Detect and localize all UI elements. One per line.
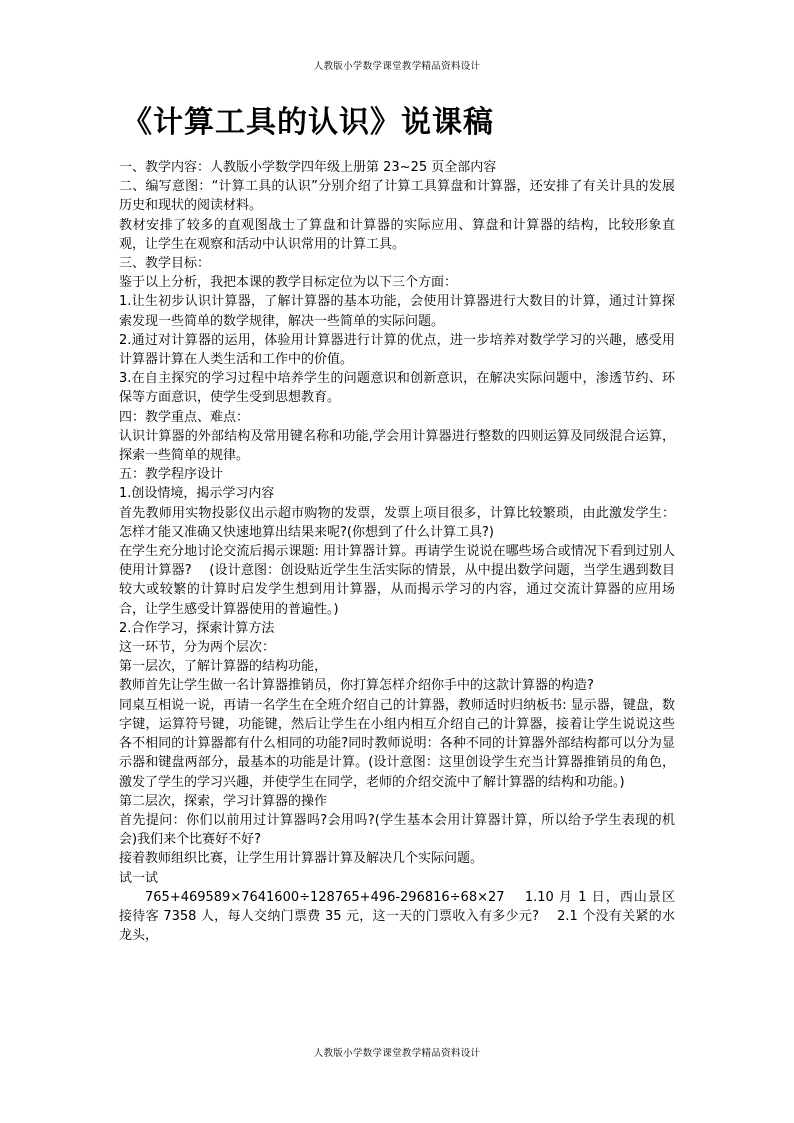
paragraph: 首先教师用实物投影仪出示超市购物的发票，发票上项目很多，计算比较繁琐，由此激发学生：怎样才能又准确又快速地算出结果来呢?(你想到了什么计算工具?) [119, 505, 675, 540]
exercise-problems: 765+469589×7641600÷128765+496-296816÷68×27 1.10 月 1 日，西山景区接待客 7358 人，每人交纳门票费 35 元，这一天的门票收入有多少元? 2.1 个没有关紧的水龙头， [119, 889, 675, 944]
paragraph: 在学生充分地讨论交流后揭示课题: 用计算器计算。再请学生说说在哪些场合或情况下看到过别人使用计算器? (设计意图：创设贴近学生生活实际的情景，从中提出数学问题，当学生遇到数目较大或较繁的计算时启发学生想到用计算器，从而揭示学习的内容，通过交流计算器的应用场合，让学生感受计算器使用的普遍性。) [119, 544, 675, 617]
step-heading-1: 1.创设情境，揭示学习内容 [119, 486, 275, 502]
document-body [119, 158, 675, 945]
paragraph: 第一层次，了解计算器的结构功能， [119, 659, 328, 675]
section-keypoints-heading: 四：教学重点、难点： [119, 409, 250, 425]
goal-item-2: 2.通过对计算器的运用，体验用计算器进行计算的优点，进一步培养对数学学习的兴趣，感受用计算器计算在人类生活和工作中的价值。 [119, 332, 675, 368]
paragraph: 这一环节，分为两个层次： [119, 640, 276, 656]
paragraph: 同桌互相说一说，再请一名学生在全班介绍自己的计算器，教师适时归纳板书: 显示器，键盘，数字键，运算符号键，功能键，然后让学生在小组内相互介绍自己的计算器，接着让学生说说这些各不相同的计算器都有什么相同的功能?同时教师说明：各种不同的计算器外部结构都可以分为显示器和键盘两部分，最基本的功能是计算。(设计意图：这里创设学生充当计算器推销员的角色，激发了学生的学习兴趣，并使学生在同学，老师的介绍交流中了解计算器的结构和功能。) [119, 697, 675, 790]
paragraph: 认识计算器的外部结构及常用键名称和功能,学会用计算器进行整数的四则运算及同级混合运算，探索一些简单的规律。 [119, 428, 675, 464]
document-title: 《计算工具的认识》说课稿 [122, 105, 494, 140]
section-intent: 二、编写意图：“计算工具的认识”分别介绍了计算工具算盘和计算器，还安排了有关计具的发展历史和现状的阅读材料。 [119, 179, 675, 214]
step-heading-2: 2.合作学习，探索计算方法 [119, 620, 275, 636]
page-footer: 人教版小学数学课堂教学精品资料设计 [313, 1048, 481, 1059]
page-header: 人教版小学数学课堂教学精品资料设计 [313, 61, 481, 72]
goal-item-3: 3.在自主探究的学习过程中培养学生的问题意识和创新意识，在解决实际问题中，渗透节约、环保等方面意识，使学生受到思想教育。 [119, 371, 675, 406]
paragraph: 第二层次，探索，学习计算器的操作 [119, 793, 328, 809]
paragraph: 教师首先让学生做一名计算器推销员，你打算怎样介绍你手中的这款计算器的构造? [119, 678, 594, 694]
paragraph: 首先提问：你们以前用过计算器吗?会用吗?(学生基本会用计算器计算，所以给予学生表现的机会)我们来个比赛好不好? [119, 812, 675, 848]
section-content: 一、教学内容：人教版小学数学四年级上册第 23~25 页全部内容 [119, 160, 497, 175]
section-goals-heading: 三、教学目标： [119, 256, 211, 272]
paragraph: 接着教师组织比赛，让学生用计算器计算及解决几个实际问题。 [119, 851, 484, 867]
goal-item-1: 1.让生初步认识计算器，了解计算器的基本功能，会使用计算器进行大数目的计算，通过计算探索发现一些简单的数学规律，解决一些简单的实际问题。 [119, 294, 675, 329]
exercise-heading: 试一试 [119, 870, 159, 886]
paragraph: 鉴于以上分析，我把本课的教学目标定位为以下三个方面： [119, 275, 458, 291]
section-procedure-heading: 五：教学程序设计 [119, 467, 224, 483]
paragraph: 教材安排了较多的直观图战士了算盘和计算器的实际应用、算盘和计算器的结构，比较形象直观，让学生在观察和活动中认识常用的计算工具。 [119, 217, 675, 252]
